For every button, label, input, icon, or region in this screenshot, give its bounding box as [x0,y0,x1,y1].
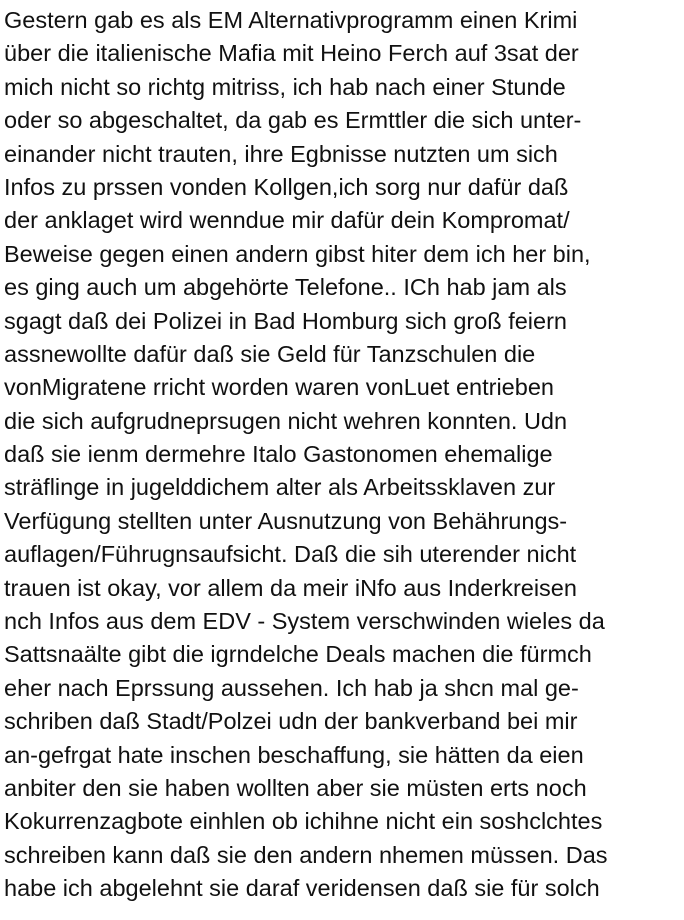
text-line: vonMigratene rricht worden waren vonLuet entrieben [4,374,554,401]
text-line: assnewollte dafür daß sie Geld für Tanzschulen die [4,340,536,367]
text-line: daß sie ienm dermehre Italo Gastonomen ehemalige [4,441,553,468]
text-line: eher nach Eprssung aussehen. Ich hab ja shcn mal ge- [4,674,579,701]
text-line: über die italienische Mafia mit Heino Ferch auf 3sat der [4,40,579,67]
text-line: habe ich abgelehnt sie daraf veridensen daß sie für solch [4,875,600,902]
text-line: sträflinge in jugelddichem alter als Arbeitssklaven zur [4,474,556,501]
document-text-block [4,4,684,906]
text-line: an-gefrgat hate inschen beschaffung, sie hätten da eien [4,741,584,768]
text-line: Infos zu prssen vonden Kollgen,ich sorg nur dafür daß [4,173,569,200]
text-line: oder so abgeschaltet, da gab es Ermttler die sich unter- [4,107,582,134]
text-line: einander nicht trauten, ihre Egbnisse nutzten um sich [4,140,558,167]
text-line: Sattsnaälte gibt die igrndelche Deals machen die fürmch [4,641,592,668]
text-line: Verfügung stellten unter Ausnutzung von Behährungs- [4,507,568,534]
text-line: trauen ist okay, vor allem da meir iNfo aus Inderkreisen [4,574,577,601]
text-line: nch Infos aus dem EDV - System verschwinden wieles da [4,608,605,635]
text-line: anbiter den sie haben wollten aber sie müsten erts noch [4,774,587,801]
text-line: sgagt daß dei Polizei in Bad Homburg sich groß feiern [4,307,567,334]
text-line: auflagen/Führugnsaufsicht. Daß die sih uterender nicht [4,541,577,568]
text-line: mich nicht so richtg mitriss, ich hab nach einer Stunde [4,73,566,100]
text-line: es ging auch um abgehörte Telefone.. ICh hab jam als [4,274,567,301]
text-line: Beweise gegen einen andern gibst hiter dem ich her bin, [4,240,591,267]
text-line: schriben daß Stadt/Polzei udn der bankverband bei mir [4,708,578,735]
text-line: Gestern gab es als EM Alternativprogramm einen Krimi [4,7,578,33]
text-line: die sich aufgrudneprsugen nicht wehren konnten. Udn [4,407,568,434]
text-line: Kokurrenzagbote einhlen ob ichihne nicht ein soshclchtes [4,808,603,835]
text-line: schreiben kann daß sie den andern nhemen müssen. Das [4,841,608,868]
text-line: der anklaget wird wenndue mir dafür dein Kompromat/ [4,207,570,234]
